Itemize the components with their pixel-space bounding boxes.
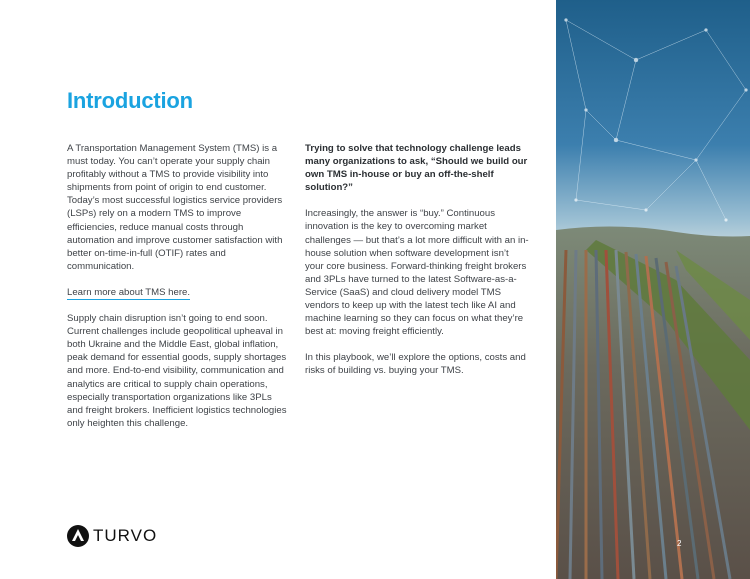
right-column [305,142,530,391]
left-column [67,142,289,443]
page-number: 2 [677,539,682,548]
lead-paragraph: Trying to solve that technology challenge leads many organizations to ask, “Should we build our own TMS in-house or buy an off-the-shelf solution?” [305,143,528,194]
learn-more-link[interactable]: Learn more about TMS here. [67,286,191,298]
disruption-paragraph: Supply chain disruption isn’t going to end soon. Current challenges include geopolitical upheaval in both Ukraine and the Middle East, global inflation, peak demand for essential goods, supply shortages and more. End-to-end visibility, communication and analytics are critical to supply chain operations, especially transportation organizations like 3PLs and freight brokers. Inefficient logistics technologies only heighten this challenge. [67,313,287,429]
rail-yard-image [556,0,750,579]
intro-paragraph: A Transportation Management System (TMS) is a must today. You can’t operate your supply chain profitably without a TMS to provide visibility into shipments from point of origin to end customer. Today’s most successful logistics service providers (LSPs) rely on a modern TMS to improve efficiencies, reduce manual costs through automation and improve customer satisfaction with better on-time-in-full (OTIF) rates and communication. [67,143,283,272]
turvo-logo-icon [67,525,89,547]
learn-more-paragraph [67,286,289,299]
logo-text: TURVO [93,526,158,545]
playbook-paragraph: In this playbook, we’ll explore the options, costs and risks of building vs. buying your TMS. [305,352,526,377]
answer-paragraph: Increasingly, the answer is “buy.” Continuous innovation is the key to overcoming market challenges — but that’s a lot more difficult with an in-house solution when software development isn’t your core business. Forward-thinking freight brokers and 3PLs have turned to the latest Software-as-a-Service (SaaS) and cloud delivery model TMS vendors to keep up with the latest tech like AI and machine learning so they can focus on what they’re best at: moving freight efficiently. [305,208,529,338]
page-title: Introduction [67,88,193,113]
turvo-logo [67,525,157,547]
